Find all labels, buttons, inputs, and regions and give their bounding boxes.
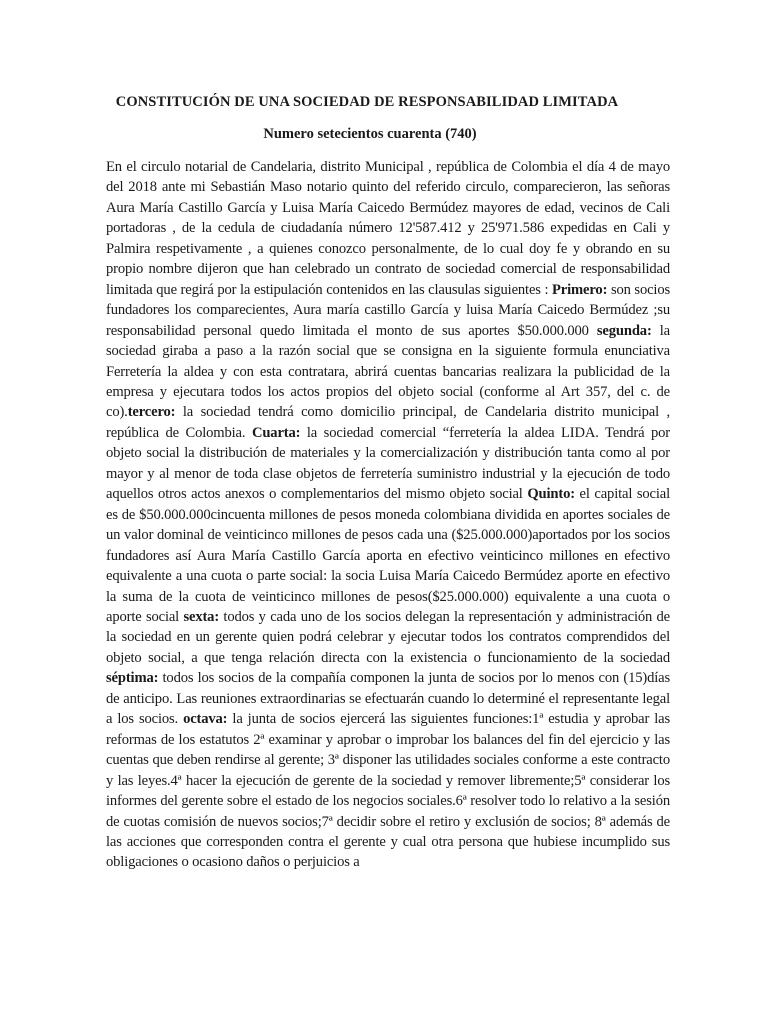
clause-heading: sexta:	[183, 608, 220, 625]
clause-heading: segunda:	[596, 322, 652, 339]
clause-heading: Primero:	[552, 281, 608, 298]
body-text-segment: todos y cada uno de los socios delegan la representación y administración de la sociedad en un gerente quien podrá celebrar y ejecutar todos los contratos comprendidos del objeto social, a que tenga relación directa con la existencia o funcionamiento de la sociedad	[106, 608, 670, 666]
body-text-segment: son socios fundadores los comparecientes, Aura maría castillo García y luisa María Caicedo Bermúdez ;su responsabilidad personal quedo limitada el monto de sus aportes $50.000.000	[106, 281, 671, 339]
document-body	[106, 157, 670, 873]
clause-heading: Quinto:	[527, 486, 575, 503]
body-text-segment: la sociedad tendrá como domicilio principal, de Candelaria distrito municipal , república de Colombia.	[106, 404, 670, 441]
body-text-segment: la sociedad comercial “ferretería la aldea LIDA. Tendrá por objeto social la distribución de materiales y la comercialización y distribución tanta como al por mayor y al menor de toda clase objetos de ferretería suministro industrial y la ejecución de todo aquellos otros actos anexos o complementarios del mismo objeto social	[106, 424, 670, 503]
clause-heading: octava:	[183, 711, 228, 728]
clause-heading: séptima:	[106, 670, 159, 687]
document-subtitle: Numero setecientos cuarenta (740)	[263, 126, 477, 142]
body-text-segment: todos los socios de la compañía componen la junta de socios por lo menos con (15)días de anticipo. Las reuniones extraordinarias se efectuarán cuando lo determiné el representante legal a los socios.	[106, 670, 670, 728]
clause-heading: Cuarta:	[251, 424, 301, 441]
body-text-segment: el capital social es de $50.000.000cincuenta millones de pesos moneda colombiana dividida en aportes sociales de un valor dominal de veinticinco millones de pesos cada una ($25.000.000)aportados por los socios fundadores así Aura María Castillo García aporta en efectivo veinticinco millones en efectivo equivalente a una cuota o parte social: la socia Luisa María Caicedo Bermúdez aporte en efectivo la suma de la cuota de veinticinco millones de pesos($25.000.000) equivalente a una cuota o aporte social	[106, 486, 670, 625]
body-text-segment: la junta de socios ejercerá las siguientes funciones:1ª estudia y aprobar las reformas de los estatutos 2ª examinar y aprobar o improbar los balances del fin del ejercicio y las cuentas que deben rendirse al gerente; 3ª disponer las utilidades sociales conforme a este contracto y las leyes.4ª hacer la ejecución de gerente de la sociedad y remover librementе;5ª considerar los informes del gerente sobre el estado de los negocios sociales.6ª resolver todo lo relativo a la sesión de cuotas comisión de nuevos socios;7ª decidir sobre el retiro y exclusión de socios; 8ª además de las acciones que corresponden contra el gerente y cual otra persona que hubiese incumplido sus obligaciones o ocasiono daños o perjuicios a	[106, 711, 670, 871]
document-title: CONSTITUCIÓN DE UNA SOCIEDAD DE RESPONSABILIDAD LIMITADA	[115, 94, 619, 110]
body-text-segment: la sociedad giraba a paso a la razón social que se consigna en la siguiente formula enunciativa Ferretería la aldea y con esta contratara, abrirá cuentas bancarias realizara la publicidad de la empresa y ejecutara todos los actos propios del objeto social (conforme al Art 357, del c. de co).	[106, 322, 670, 421]
clause-heading: tercero:	[127, 404, 176, 421]
body-text-segment: En el circulo notarial de Candelaria, distrito Municipal , república de Colombia el día 4 de mayo del 2018 ante mi Sebastián Maso notario quinto del referido circulo, comparecieron, las señoras Aura María Castillo García y Luisa María Caicedo Bermúdez mayores de edad, vecinos de Cali portadoras , de la cedula de ciudadanía número 12'587.412 y 25'971.586 expedidas en Cali y Palmira respetivamente , a quienes conozco personalmente, de lo cual doy fe y obrando en su propio nombre dijeron que han celebrado un contrato de sociedad comercial de responsabilidad limitada que regirá por la estipulación contenidos en las clausulas siguientes :	[106, 159, 670, 298]
